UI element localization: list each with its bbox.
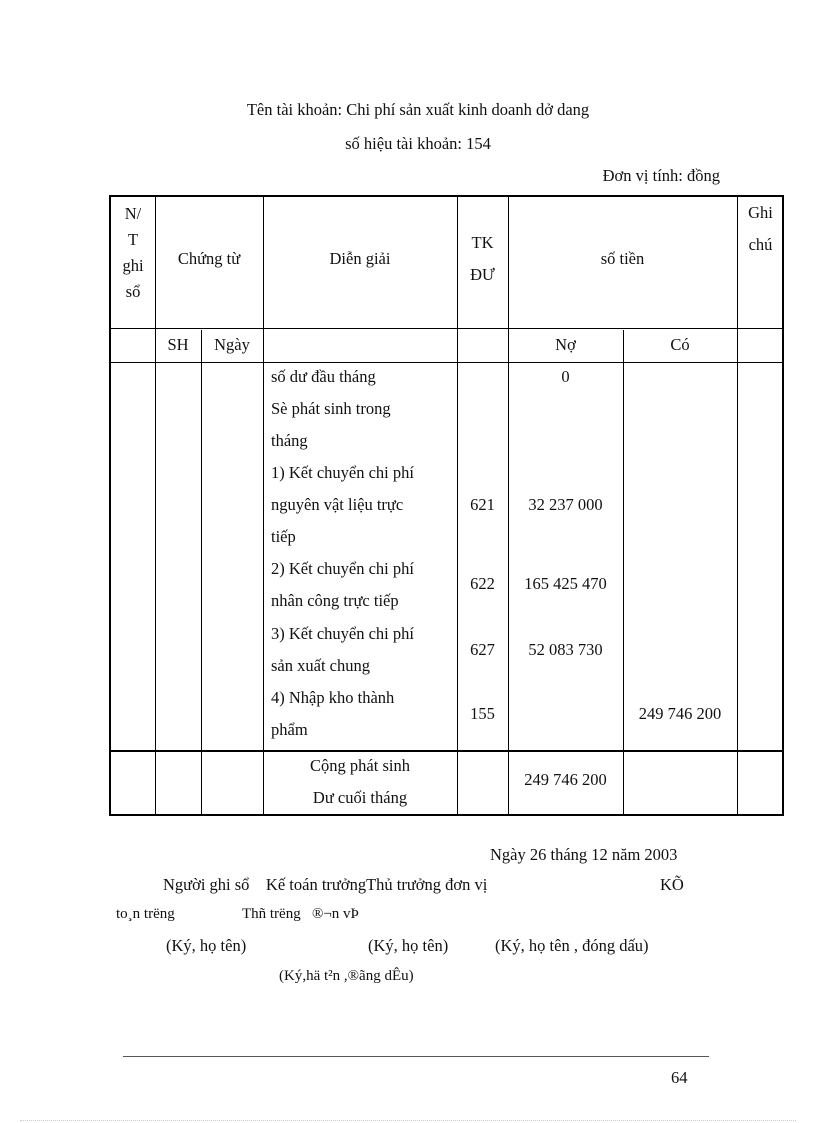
table-row-description: 2) Kết chuyển chi phí nhân công trực tiếp: [271, 559, 414, 610]
total-debit: 249 746 200: [524, 770, 607, 789]
header-sh: SH: [167, 335, 189, 354]
garbled-signature: (Ký,hä t²n ,®ãng dÊu): [279, 968, 414, 984]
table-row-debit: 32 237 000: [528, 495, 603, 514]
ledger-table: [109, 195, 784, 816]
total-labels: Cộng phát sinh Dư cuối tháng: [310, 756, 410, 807]
header-debit: Nợ: [555, 335, 576, 354]
header-description: Diễn giải: [329, 249, 391, 268]
table-row-description: 3) Kết chuyển chi phí sản xuất chung: [271, 624, 414, 675]
header-amount: số tiền: [600, 249, 645, 268]
signature-2: (Ký, họ tên): [368, 936, 449, 955]
table-row-credit: 249 746 200: [638, 704, 722, 723]
col-divider: [623, 330, 624, 816]
header-tk: TK ĐƯ: [470, 233, 495, 284]
table-row-tk: 155: [470, 704, 495, 723]
account-number-title: số hiệu tài khoản: 154: [345, 134, 491, 153]
table-row-description: Sè phát sinh trong tháng: [271, 399, 391, 450]
signature-roles-tail: KÕ: [660, 875, 684, 894]
col-divider: [737, 197, 738, 816]
table-row-description: 4) Nhập kho thành phẩm: [271, 688, 395, 739]
header-date: Ngày: [214, 335, 250, 354]
table-row-description: số dư đầu tháng: [271, 367, 376, 386]
header-voucher: Chứng từ: [177, 249, 241, 268]
date-line: Ngày 26 tháng 12 năm 2003: [490, 845, 678, 864]
footer-divider: [123, 1056, 709, 1057]
row-divider: [111, 362, 784, 363]
signature-roles: Người ghi sổ Kế toán trưởngThủ trưởng đơn vị: [163, 875, 488, 894]
signature-1: (Ký, họ tên): [166, 936, 247, 955]
page-number: 64: [671, 1068, 688, 1087]
row-divider: [111, 328, 784, 329]
header-nt: N/ T ghi sổ: [122, 204, 144, 301]
table-row-description: 1) Kết chuyển chi phí nguyên vật liệu trực tiếp: [271, 463, 414, 546]
col-divider: [155, 197, 156, 816]
table-row-tk: 627: [470, 640, 495, 659]
signature-3: (Ký, họ tên , đóng dấu): [495, 936, 649, 955]
table-row-debit: 0: [561, 367, 570, 386]
table-row-debit: 165 425 470: [524, 574, 607, 593]
header-credit: Có: [670, 335, 690, 354]
col-divider: [263, 197, 264, 816]
account-name-title: Tên tài khoản: Chi phí sản xuất kinh doanh dở dang: [246, 100, 590, 119]
garbled-roles: to¸n trëng Thñ trëng ®¬n vÞ: [116, 906, 359, 922]
header-note: Ghi chú: [748, 203, 773, 254]
currency-unit: Đơn vị tính: đồng: [602, 166, 720, 185]
page-edge: [20, 1120, 796, 1121]
table-row-debit: 52 083 730: [528, 640, 603, 659]
col-divider: [201, 330, 202, 816]
table-row-tk: 621: [470, 495, 495, 514]
table-row-tk: 622: [470, 574, 495, 593]
